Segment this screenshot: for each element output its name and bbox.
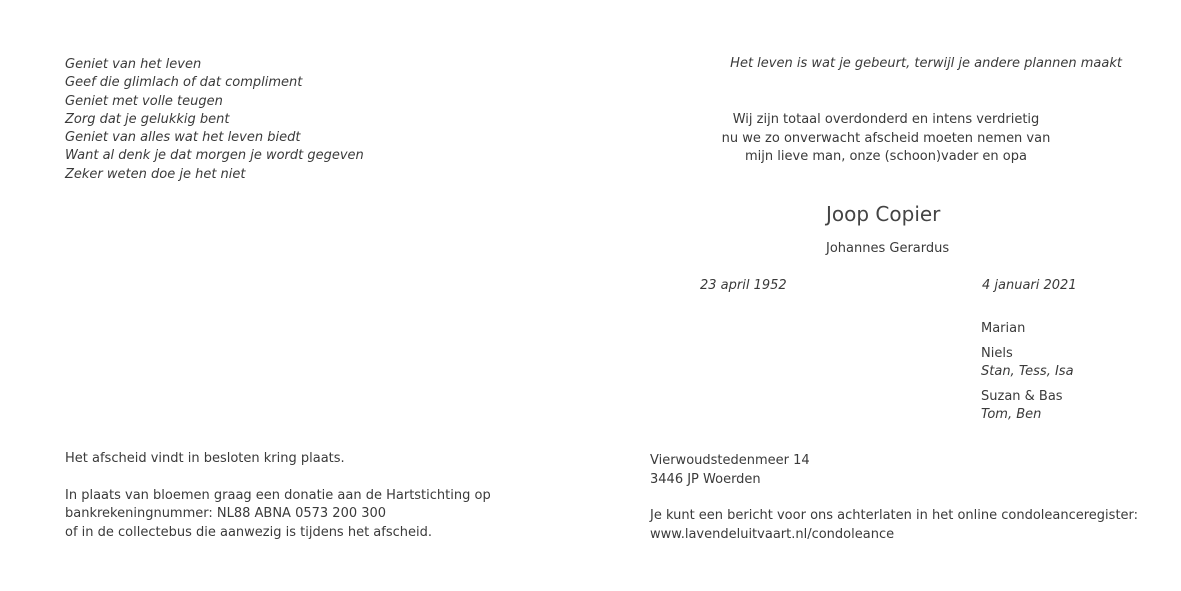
address-street: Vierwoudstedenmeer 14 — [650, 453, 810, 468]
poem-line: Geniet van alles wat het leven biedt — [65, 130, 301, 146]
quote: Het leven is wat je gebeurt, terwijl je andere plannen maakt — [730, 56, 1122, 71]
poem-line: Geef die glimlach of dat compliment — [65, 75, 303, 91]
family-group — [981, 388, 1074, 424]
spouse-name: Marian — [981, 321, 1026, 336]
deceased-name: Joop Copier — [826, 202, 941, 226]
donation-text: In plaats van bloemen graag een donatie aan de Hartstichting op — [65, 487, 491, 503]
intro-line: Wij zijn totaal overdonderd en intens verdrietig — [732, 112, 1040, 127]
poem-line: Zorg dat je gelukkig bent — [65, 111, 230, 127]
family-parents: Niels — [981, 346, 1013, 361]
birth-date: 23 april 1952 — [700, 278, 787, 293]
family-parents: Suzan & Bas — [981, 389, 1063, 404]
announcement-intro — [706, 111, 1066, 167]
family-group — [981, 345, 1074, 381]
poem-line: Want al denk je dat morgen je wordt gegeven — [65, 148, 364, 164]
address-info — [650, 452, 1138, 544]
intro-line: nu we zo onverwacht afscheid moeten nemen van — [721, 130, 1051, 146]
farewell-info — [65, 450, 491, 542]
family-list — [981, 320, 1074, 431]
poem-line: Zeker weten doe je het niet — [65, 166, 246, 182]
poem-line: Geniet van het leven — [65, 57, 202, 72]
donation-account: bankrekeningnummer: NL88 ABNA 0573 200 300 — [65, 506, 387, 521]
intro-line: mijn lieve man, onze (schoon)vader en opa — [745, 149, 1027, 164]
donation-collection: of in de collectebus die aanwezig is tijdens het afscheid. — [65, 524, 433, 540]
poem-line: Geniet met volle teugen — [65, 93, 223, 109]
condolence-text: Je kunt een bericht voor ons achterlaten in het online condoleanceregister: — [650, 508, 1139, 523]
farewell-text: Het afscheid vindt in besloten kring plaats. — [65, 451, 345, 466]
deceased-full-name: Johannes Gerardus — [826, 241, 950, 256]
family-children: Stan, Tess, Isa — [981, 364, 1074, 379]
address-city: 3446 JP Woerden — [650, 471, 761, 487]
poem — [65, 56, 364, 184]
condolence-link[interactable]: www.lavendeluitvaart.nl/condoleance — [650, 526, 895, 542]
family-children: Tom, Ben — [981, 407, 1042, 422]
death-date: 4 januari 2021 — [982, 278, 1077, 293]
